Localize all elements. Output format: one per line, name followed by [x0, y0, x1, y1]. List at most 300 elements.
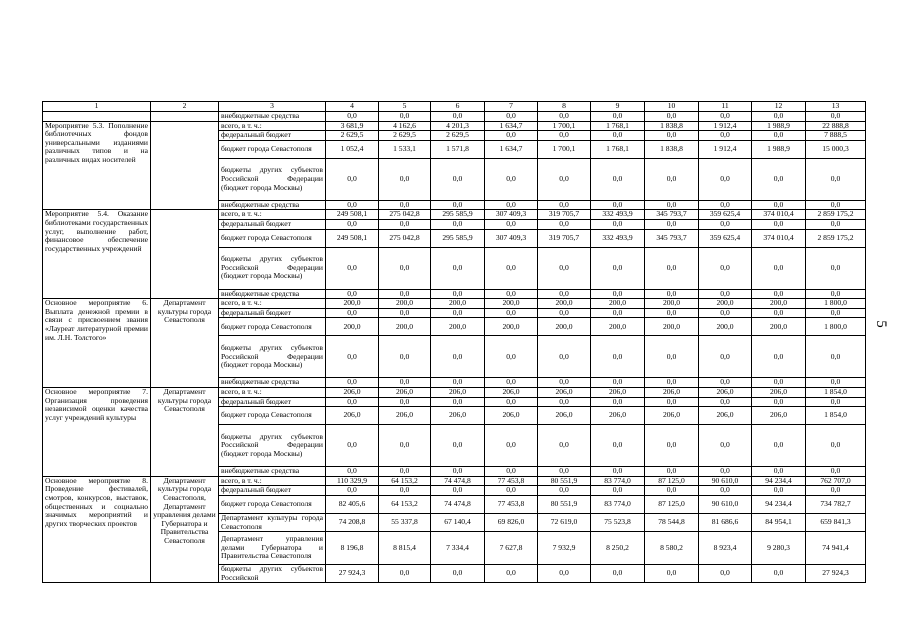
amount-cell: 0,0: [379, 336, 431, 378]
amount-cell: 0,0: [806, 200, 866, 210]
amount-cell: 206,0: [752, 407, 806, 425]
amount-cell: 77 453,8: [485, 476, 538, 486]
amount-cell: 659 841,3: [806, 513, 866, 531]
amount-cell: 0,0: [806, 467, 866, 477]
amount-cell: 7 888,5: [806, 131, 866, 141]
responsible-executor-cell: Департамент культуры города Севастополя, Департамент управления делами Губернатора и Правительства Севастополя: [151, 476, 219, 583]
amount-cell: 0,0: [752, 289, 806, 299]
amount-cell: 0,0: [379, 289, 431, 299]
amount-cell: 3 681,9: [326, 121, 379, 131]
funding-source-cell: федеральный бюджет: [219, 131, 326, 141]
amount-cell: 8 250,2: [591, 532, 645, 565]
amount-cell: 0,0: [379, 158, 431, 200]
amount-cell: 0,0: [645, 289, 699, 299]
amount-cell: 0,0: [326, 247, 379, 289]
amount-cell: 206,0: [752, 387, 806, 397]
amount-cell: 74 474,8: [431, 495, 485, 513]
budget-table-body: [43, 102, 866, 583]
amount-cell: 0,0: [326, 486, 379, 496]
amount-cell: 0,0: [752, 308, 806, 318]
amount-cell: 0,0: [699, 565, 752, 583]
amount-cell: 249 508,1: [326, 229, 379, 247]
amount-cell: 0,0: [538, 565, 591, 583]
funding-source-cell: бюджеты других субъектов Российской Федерации (бюджет города Москвы): [219, 425, 326, 467]
amount-cell: 0,0: [326, 200, 379, 210]
funding-source-cell: внебюджетные средства: [219, 467, 326, 477]
amount-cell: 0,0: [485, 219, 538, 229]
amount-cell: 0,0: [645, 131, 699, 141]
amount-cell: 84 954,1: [752, 513, 806, 531]
amount-cell: 0,0: [699, 336, 752, 378]
amount-cell: 206,0: [699, 407, 752, 425]
amount-cell: 0,0: [752, 112, 806, 122]
amount-cell: 0,0: [326, 467, 379, 477]
amount-cell: 0,0: [806, 219, 866, 229]
amount-cell: 0,0: [699, 200, 752, 210]
amount-cell: 0,0: [591, 131, 645, 141]
amount-cell: 249 508,1: [326, 210, 379, 220]
amount-cell: 0,0: [645, 486, 699, 496]
amount-cell: 0,0: [645, 158, 699, 200]
amount-cell: 0,0: [752, 131, 806, 141]
amount-cell: 81 686,6: [699, 513, 752, 531]
funding-source-cell: федеральный бюджет: [219, 308, 326, 318]
amount-cell: 0,0: [645, 425, 699, 467]
amount-cell: 295 585,9: [431, 229, 485, 247]
amount-cell: 200,0: [699, 299, 752, 309]
amount-cell: 0,0: [379, 397, 431, 407]
amount-cell: 0,0: [431, 467, 485, 477]
responsible-executor-cell: [151, 112, 219, 122]
amount-cell: 0,0: [806, 308, 866, 318]
page-number: 5: [873, 320, 889, 328]
amount-cell: 0,0: [591, 200, 645, 210]
amount-cell: 200,0: [485, 299, 538, 309]
amount-cell: 0,0: [699, 425, 752, 467]
funding-source-cell: внебюджетные средства: [219, 112, 326, 122]
amount-cell: 2 859 175,2: [806, 229, 866, 247]
amount-cell: 64 153,2: [379, 476, 431, 486]
amount-cell: 7 627,8: [485, 532, 538, 565]
column-number-cell: 10: [645, 102, 699, 112]
amount-cell: 206,0: [591, 387, 645, 397]
amount-cell: 0,0: [752, 467, 806, 477]
amount-cell: 206,0: [431, 407, 485, 425]
column-number-cell: 12: [752, 102, 806, 112]
amount-cell: 1 854,0: [806, 387, 866, 397]
amount-cell: 64 153,2: [379, 495, 431, 513]
funding-source-cell: внебюджетные средства: [219, 378, 326, 388]
column-number-cell: 11: [699, 102, 752, 112]
amount-cell: 319 705,7: [538, 210, 591, 220]
amount-cell: 67 140,4: [431, 513, 485, 531]
funding-source-cell: федеральный бюджет: [219, 486, 326, 496]
amount-cell: 27 924,3: [806, 565, 866, 583]
amount-cell: 75 523,8: [591, 513, 645, 531]
amount-cell: 90 610,0: [699, 476, 752, 486]
funding-source-cell: внебюджетные средства: [219, 200, 326, 210]
funding-source-cell: всего, в т. ч.:: [219, 387, 326, 397]
amount-cell: 1 838,8: [645, 121, 699, 131]
amount-cell: 307 409,3: [485, 229, 538, 247]
funding-source-cell: федеральный бюджет: [219, 219, 326, 229]
amount-cell: 0,0: [431, 565, 485, 583]
amount-cell: 0,0: [752, 425, 806, 467]
amount-cell: 200,0: [645, 318, 699, 336]
column-number-cell: 5: [379, 102, 431, 112]
amount-cell: 0,0: [485, 200, 538, 210]
amount-cell: 0,0: [431, 378, 485, 388]
amount-cell: 0,0: [379, 200, 431, 210]
amount-cell: 0,0: [806, 425, 866, 467]
amount-cell: 90 610,0: [699, 495, 752, 513]
funding-source-cell: всего, в т. ч.:: [219, 476, 326, 486]
amount-cell: 0,0: [431, 200, 485, 210]
amount-cell: 275 042,8: [379, 229, 431, 247]
amount-cell: 0,0: [485, 289, 538, 299]
funding-source-cell: бюджеты других субъектов Российской: [219, 565, 326, 583]
amount-cell: 0,0: [806, 158, 866, 200]
amount-cell: 0,0: [431, 158, 485, 200]
amount-cell: 1 768,1: [591, 140, 645, 158]
amount-cell: 206,0: [379, 387, 431, 397]
amount-cell: 206,0: [699, 387, 752, 397]
amount-cell: 77 453,8: [485, 495, 538, 513]
amount-cell: 0,0: [538, 308, 591, 318]
amount-cell: 200,0: [326, 318, 379, 336]
amount-cell: 0,0: [431, 397, 485, 407]
amount-cell: 0,0: [699, 219, 752, 229]
table-row: [43, 476, 866, 486]
amount-cell: 200,0: [591, 318, 645, 336]
funding-source-cell: всего, в т. ч.:: [219, 299, 326, 309]
amount-cell: 0,0: [591, 486, 645, 496]
amount-cell: 275 042,8: [379, 210, 431, 220]
amount-cell: 206,0: [431, 387, 485, 397]
amount-cell: 374 010,4: [752, 210, 806, 220]
amount-cell: 0,0: [485, 486, 538, 496]
amount-cell: 0,0: [379, 467, 431, 477]
column-number-cell: 2: [151, 102, 219, 112]
amount-cell: 0,0: [485, 131, 538, 141]
amount-cell: 1 571,8: [431, 140, 485, 158]
amount-cell: 1 988,9: [752, 140, 806, 158]
amount-cell: 359 625,4: [699, 210, 752, 220]
amount-cell: 206,0: [645, 407, 699, 425]
amount-cell: 332 493,9: [591, 229, 645, 247]
amount-cell: 74 941,4: [806, 532, 866, 565]
amount-cell: 0,0: [431, 486, 485, 496]
measure-description-cell: Мероприятие 5.4. Оказание библиотеками государственных услуг, выполнение работ, финансовое обеспечение государственных учреждений: [43, 210, 151, 299]
amount-cell: 0,0: [645, 565, 699, 583]
amount-cell: 1 912,4: [699, 140, 752, 158]
amount-cell: 345 793,7: [645, 210, 699, 220]
amount-cell: 0,0: [645, 336, 699, 378]
amount-cell: 0,0: [591, 112, 645, 122]
amount-cell: 319 705,7: [538, 229, 591, 247]
amount-cell: 78 544,8: [645, 513, 699, 531]
amount-cell: 0,0: [379, 247, 431, 289]
amount-cell: 0,0: [431, 289, 485, 299]
amount-cell: 0,0: [699, 247, 752, 289]
amount-cell: 1 700,1: [538, 121, 591, 131]
amount-cell: 200,0: [591, 299, 645, 309]
budget-table-page: [42, 101, 865, 583]
amount-cell: 74 208,8: [326, 513, 379, 531]
amount-cell: 0,0: [326, 289, 379, 299]
amount-cell: 0,0: [538, 397, 591, 407]
amount-cell: 206,0: [645, 387, 699, 397]
amount-cell: 83 774,0: [591, 476, 645, 486]
amount-cell: 0,0: [326, 112, 379, 122]
funding-source-cell: бюджет города Севастополя: [219, 407, 326, 425]
budget-table: [42, 101, 866, 583]
amount-cell: 0,0: [431, 308, 485, 318]
amount-cell: 206,0: [591, 407, 645, 425]
amount-cell: 72 619,0: [538, 513, 591, 531]
amount-cell: 0,0: [645, 200, 699, 210]
amount-cell: 0,0: [538, 131, 591, 141]
funding-source-cell: бюджеты других субъектов Российской Федерации (бюджет города Москвы): [219, 336, 326, 378]
funding-source-cell: Департамент управления делами Губернатора и Правительства Севастополя: [219, 532, 326, 565]
amount-cell: 0,0: [699, 289, 752, 299]
amount-cell: 0,0: [431, 336, 485, 378]
amount-cell: 0,0: [379, 112, 431, 122]
amount-cell: 0,0: [806, 247, 866, 289]
amount-cell: 374 010,4: [752, 229, 806, 247]
amount-cell: 0,0: [699, 112, 752, 122]
amount-cell: 0,0: [752, 200, 806, 210]
amount-cell: 4 201,3: [431, 121, 485, 131]
amount-cell: 0,0: [699, 397, 752, 407]
amount-cell: 206,0: [538, 387, 591, 397]
amount-cell: 0,0: [699, 158, 752, 200]
amount-cell: 200,0: [699, 318, 752, 336]
column-number-cell: 9: [591, 102, 645, 112]
column-number-cell: 3: [219, 102, 326, 112]
amount-cell: 0,0: [752, 378, 806, 388]
table-row: [43, 387, 866, 397]
amount-cell: 0,0: [538, 289, 591, 299]
amount-cell: 0,0: [806, 486, 866, 496]
measure-description-cell: Основное мероприятие 8. Проведение фестивалей, смотров, конкурсов, выставок, общественных и социально значимых мероприятий и других творческих проектов: [43, 476, 151, 583]
table-row: [43, 121, 866, 131]
amount-cell: 0,0: [591, 219, 645, 229]
amount-cell: 0,0: [485, 336, 538, 378]
amount-cell: 0,0: [538, 336, 591, 378]
amount-cell: 1 052,4: [326, 140, 379, 158]
amount-cell: 87 125,0: [645, 476, 699, 486]
amount-cell: 1 800,0: [806, 299, 866, 309]
amount-cell: 83 774,0: [591, 495, 645, 513]
amount-cell: 0,0: [752, 158, 806, 200]
amount-cell: 87 125,0: [645, 495, 699, 513]
amount-cell: 0,0: [485, 247, 538, 289]
amount-cell: 0,0: [645, 112, 699, 122]
amount-cell: 0,0: [485, 378, 538, 388]
amount-cell: 1 854,0: [806, 407, 866, 425]
amount-cell: 2 629,5: [326, 131, 379, 141]
amount-cell: 200,0: [752, 299, 806, 309]
amount-cell: 0,0: [645, 467, 699, 477]
amount-cell: 734 782,7: [806, 495, 866, 513]
amount-cell: 0,0: [806, 289, 866, 299]
amount-cell: 200,0: [538, 299, 591, 309]
amount-cell: 0,0: [806, 378, 866, 388]
funding-source-cell: бюджет города Севастополя: [219, 140, 326, 158]
funding-source-cell: внебюджетные средства: [219, 289, 326, 299]
amount-cell: 0,0: [591, 247, 645, 289]
amount-cell: 0,0: [699, 467, 752, 477]
amount-cell: 0,0: [379, 308, 431, 318]
amount-cell: 0,0: [379, 565, 431, 583]
amount-cell: 0,0: [591, 565, 645, 583]
amount-cell: 1 634,7: [485, 140, 538, 158]
amount-cell: 762 707,0: [806, 476, 866, 486]
amount-cell: 0,0: [538, 200, 591, 210]
amount-cell: 0,0: [431, 219, 485, 229]
responsible-executor-cell: Департамент культуры города Севастополя: [151, 299, 219, 388]
amount-cell: 0,0: [645, 219, 699, 229]
table-row: [43, 210, 866, 220]
column-number-cell: 1: [43, 102, 151, 112]
amount-cell: 0,0: [326, 336, 379, 378]
amount-cell: 206,0: [326, 387, 379, 397]
amount-cell: 359 625,4: [699, 229, 752, 247]
funding-source-cell: бюджеты других субъектов Российской Федерации (бюджет города Москвы): [219, 158, 326, 200]
amount-cell: 74 474,8: [431, 476, 485, 486]
amount-cell: 69 826,0: [485, 513, 538, 531]
amount-cell: 206,0: [485, 407, 538, 425]
amount-cell: 94 234,4: [752, 476, 806, 486]
amount-cell: 0,0: [431, 112, 485, 122]
amount-cell: 0,0: [591, 289, 645, 299]
amount-cell: 0,0: [326, 158, 379, 200]
amount-cell: 15 000,3: [806, 140, 866, 158]
amount-cell: 0,0: [699, 131, 752, 141]
amount-cell: 200,0: [326, 299, 379, 309]
measure-description-cell: [43, 112, 151, 122]
amount-cell: 0,0: [591, 336, 645, 378]
amount-cell: 206,0: [326, 407, 379, 425]
amount-cell: 0,0: [485, 467, 538, 477]
amount-cell: 0,0: [538, 378, 591, 388]
amount-cell: 2 629,5: [379, 131, 431, 141]
amount-cell: 4 162,6: [379, 121, 431, 131]
amount-cell: 0,0: [538, 425, 591, 467]
amount-cell: 0,0: [591, 397, 645, 407]
amount-cell: 0,0: [326, 425, 379, 467]
amount-cell: 0,0: [591, 425, 645, 467]
amount-cell: 0,0: [485, 158, 538, 200]
table-row: [43, 299, 866, 309]
measure-description-cell: Основное мероприятие 6. Выплата денежной премии в связи с присвоением звания «Лауреат литературной премии им. Л.Н. Толстого»: [43, 299, 151, 388]
amount-cell: 345 793,7: [645, 229, 699, 247]
funding-source-cell: всего, в т. ч.:: [219, 210, 326, 220]
amount-cell: 1 838,8: [645, 140, 699, 158]
amount-cell: 8 580,2: [645, 532, 699, 565]
amount-cell: 0,0: [806, 112, 866, 122]
amount-cell: 0,0: [699, 486, 752, 496]
amount-cell: 0,0: [699, 308, 752, 318]
amount-cell: 1 533,1: [379, 140, 431, 158]
amount-cell: 0,0: [591, 378, 645, 388]
amount-cell: 1 988,9: [752, 121, 806, 131]
amount-cell: 110 329,9: [326, 476, 379, 486]
amount-cell: 0,0: [326, 378, 379, 388]
amount-cell: 200,0: [538, 318, 591, 336]
amount-cell: 0,0: [591, 158, 645, 200]
amount-cell: 82 405,6: [326, 495, 379, 513]
amount-cell: 200,0: [752, 318, 806, 336]
amount-cell: 200,0: [431, 299, 485, 309]
amount-cell: 0,0: [591, 308, 645, 318]
amount-cell: 0,0: [645, 378, 699, 388]
column-number-cell: 7: [485, 102, 538, 112]
amount-cell: 0,0: [752, 486, 806, 496]
amount-cell: 0,0: [752, 336, 806, 378]
amount-cell: 0,0: [538, 247, 591, 289]
amount-cell: 200,0: [379, 318, 431, 336]
amount-cell: 0,0: [806, 336, 866, 378]
amount-cell: 0,0: [379, 425, 431, 467]
amount-cell: 0,0: [591, 467, 645, 477]
amount-cell: 200,0: [379, 299, 431, 309]
amount-cell: 0,0: [538, 486, 591, 496]
measure-description-cell: Основное мероприятие 7. Организация проведения независимой оценки качества услуг учреждений культуры: [43, 387, 151, 476]
amount-cell: 0,0: [752, 565, 806, 583]
amount-cell: 0,0: [538, 219, 591, 229]
amount-cell: 0,0: [538, 158, 591, 200]
amount-cell: 332 493,9: [591, 210, 645, 220]
amount-cell: 80 551,9: [538, 476, 591, 486]
amount-cell: 8 196,8: [326, 532, 379, 565]
amount-cell: 0,0: [806, 397, 866, 407]
amount-cell: 94 234,4: [752, 495, 806, 513]
column-number-cell: 6: [431, 102, 485, 112]
amount-cell: 0,0: [538, 112, 591, 122]
amount-cell: 0,0: [752, 397, 806, 407]
amount-cell: 0,0: [485, 112, 538, 122]
table-row: [43, 112, 866, 122]
amount-cell: 27 924,3: [326, 565, 379, 583]
column-number-cell: 13: [806, 102, 866, 112]
amount-cell: 206,0: [379, 407, 431, 425]
amount-cell: 0,0: [326, 397, 379, 407]
amount-cell: 2 629,5: [431, 131, 485, 141]
amount-cell: 295 585,9: [431, 210, 485, 220]
amount-cell: 1 768,1: [591, 121, 645, 131]
amount-cell: 0,0: [379, 486, 431, 496]
amount-cell: 200,0: [485, 318, 538, 336]
amount-cell: 8 815,4: [379, 532, 431, 565]
responsible-executor-cell: Департамент культуры города Севастополя: [151, 387, 219, 476]
funding-source-cell: всего, в т. ч.:: [219, 121, 326, 131]
amount-cell: 0,0: [326, 219, 379, 229]
amount-cell: 55 337,8: [379, 513, 431, 531]
responsible-executor-cell: [151, 121, 219, 210]
amount-cell: 0,0: [379, 378, 431, 388]
amount-cell: 1 700,1: [538, 140, 591, 158]
amount-cell: 200,0: [645, 299, 699, 309]
amount-cell: 0,0: [431, 247, 485, 289]
amount-cell: 200,0: [431, 318, 485, 336]
amount-cell: 0,0: [485, 565, 538, 583]
amount-cell: 0,0: [645, 397, 699, 407]
amount-cell: 0,0: [699, 378, 752, 388]
amount-cell: 1 800,0: [806, 318, 866, 336]
amount-cell: 0,0: [752, 247, 806, 289]
